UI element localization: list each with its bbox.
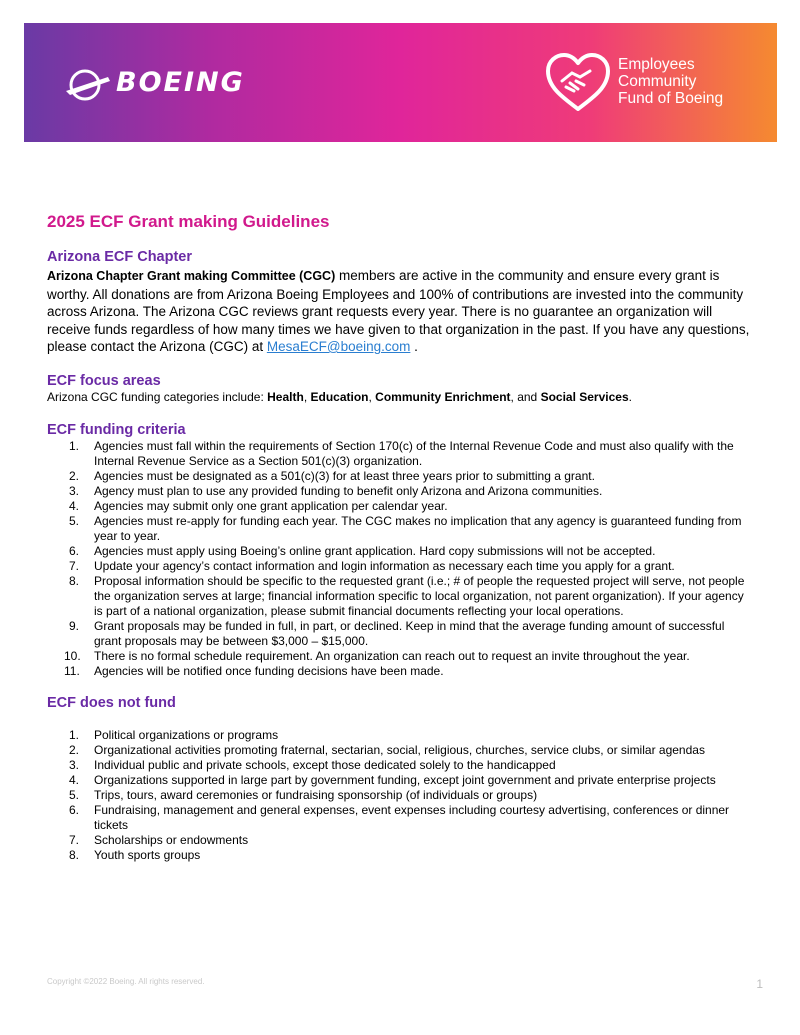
list-item: 4. Agencies may submit only one grant application per calendar year. — [69, 498, 448, 513]
list-item: 1. Agencies must fall within the requirements of Section 170(c) of the Internal Revenue Code and must also qualify with the Internal Revenue Service as a Section 501(c)(3) organization. — [69, 438, 734, 468]
focus-separator: , and — [510, 389, 541, 404]
focus-end: . — [628, 389, 632, 404]
page-title: 2025 ECF Grant making Guidelines — [47, 212, 330, 231]
list-item: 3. Individual public and private schools, except those dedicated solely to the handicapped — [69, 757, 556, 772]
list-item: 5. Agencies must re-apply for funding each year. The CGC makes no implication that any agency is guaranteed funding from year to year. — [69, 513, 742, 543]
document-body — [47, 212, 753, 863]
email-link[interactable]: MesaECF@boeing.com — [266, 339, 411, 354]
focus-paragraph — [47, 390, 753, 405]
list-item: 7. Scholarships or endowments — [69, 832, 249, 847]
chapter-tail: . — [410, 339, 418, 354]
section-heading-not-fund: ECF does not fund — [47, 694, 176, 711]
list-item: 2. Organizational activities promoting fraternal, sectarian, social, religious, churches, service clubs, or similar agendas — [69, 742, 705, 757]
focus-intro: Arizona CGC funding categories include: — [47, 389, 268, 404]
section-heading-criteria: ECF funding criteria — [47, 421, 186, 438]
focus-area: Community Enrichment — [375, 389, 511, 404]
chapter-text: members are active in the community and ensure every grant is worthy. All donations are from Arizona Boeing Employees and 100% of contributions are invested into the community across Arizona. The Arizona CGC reviews grant requests every year. There is no guarantee an organization will receive funds regardless of how many times we have given to that organization in the past. If you have any questions, please contact the Arizona (CGC) at — [47, 268, 750, 354]
list-item: 6. Agencies must apply using Boeing’s online grant application. Hard copy submissions will not be accepted. — [69, 543, 656, 558]
list-item: 8. Proposal information should be specific to the requested grant (i.e.; # of people the requested project will serve, not people the organization serves at large; financial information specific to local organization, not parent organization). If your agency is part of a national organization, please submit financial documents reflecting your local operations. — [69, 573, 745, 618]
focus-separator: , — [368, 389, 376, 404]
boeing-symbol-icon — [64, 61, 114, 109]
list-item: 1. Political organizations or programs — [69, 727, 279, 742]
boeing-logo — [64, 61, 264, 109]
ecf-wordmark — [618, 56, 723, 107]
list-item: 9. Grant proposals may be funded in full, in part, or declined. Keep in mind that the average funding amount of successful grant proposals may be between $3,000 – $15,000. — [69, 618, 725, 648]
list-item: 6. Fundraising, management and general expenses, event expenses including courtesy advertising, conferences or dinner tickets — [69, 802, 730, 832]
section-heading-chapter: Arizona ECF Chapter — [47, 249, 193, 265]
list-item: 4. Organizations supported in large part by government funding, except joint government and private enterprise projects — [69, 772, 716, 787]
boeing-wordmark: BOEING — [116, 67, 245, 98]
copyright-footer: Copyright ©2022 Boeing. All rights reserved. — [47, 977, 205, 986]
ecf-line: Fund of Boeing — [618, 90, 724, 107]
list-item: 2. Agencies must be designated as a 501(c)(3) for at least three years prior to submitting a grant. — [69, 468, 595, 483]
criteria-list — [47, 439, 753, 679]
focus-separator: , — [303, 389, 311, 404]
list-item: 11. Agencies will be notified once funding decisions have been made. — [64, 663, 444, 678]
ecf-line: Employees — [618, 56, 695, 73]
ecf-line: Community — [618, 73, 697, 90]
list-item: 10. There is no formal schedule requirement. An organization can reach out to request an invite throughout the year. — [64, 648, 690, 663]
page-number: 1 — [756, 977, 763, 991]
list-item: 7. Update your agency’s contact information and login information as necessary each time you apply for a grant. — [69, 558, 675, 573]
focus-area: Education — [310, 389, 369, 404]
section-heading-focus: ECF focus areas — [47, 372, 161, 389]
list-item: 5. Trips, tours, award ceremonies or fundraising sponsorship (of individuals or groups) — [69, 787, 538, 802]
chapter-paragraph — [47, 267, 753, 356]
focus-area: Health — [267, 389, 304, 404]
header-banner — [24, 23, 777, 142]
focus-area: Social Services — [540, 389, 629, 404]
list-item: 3. Agency must plan to use any provided funding to benefit only Arizona and Arizona communities. — [69, 483, 603, 498]
not-fund-list — [47, 728, 753, 863]
list-item: 8. Youth sports groups — [69, 847, 201, 862]
committee-name: Arizona Chapter Grant making Committee (CGC) — [47, 269, 336, 283]
heart-handshake-icon — [544, 51, 612, 113]
